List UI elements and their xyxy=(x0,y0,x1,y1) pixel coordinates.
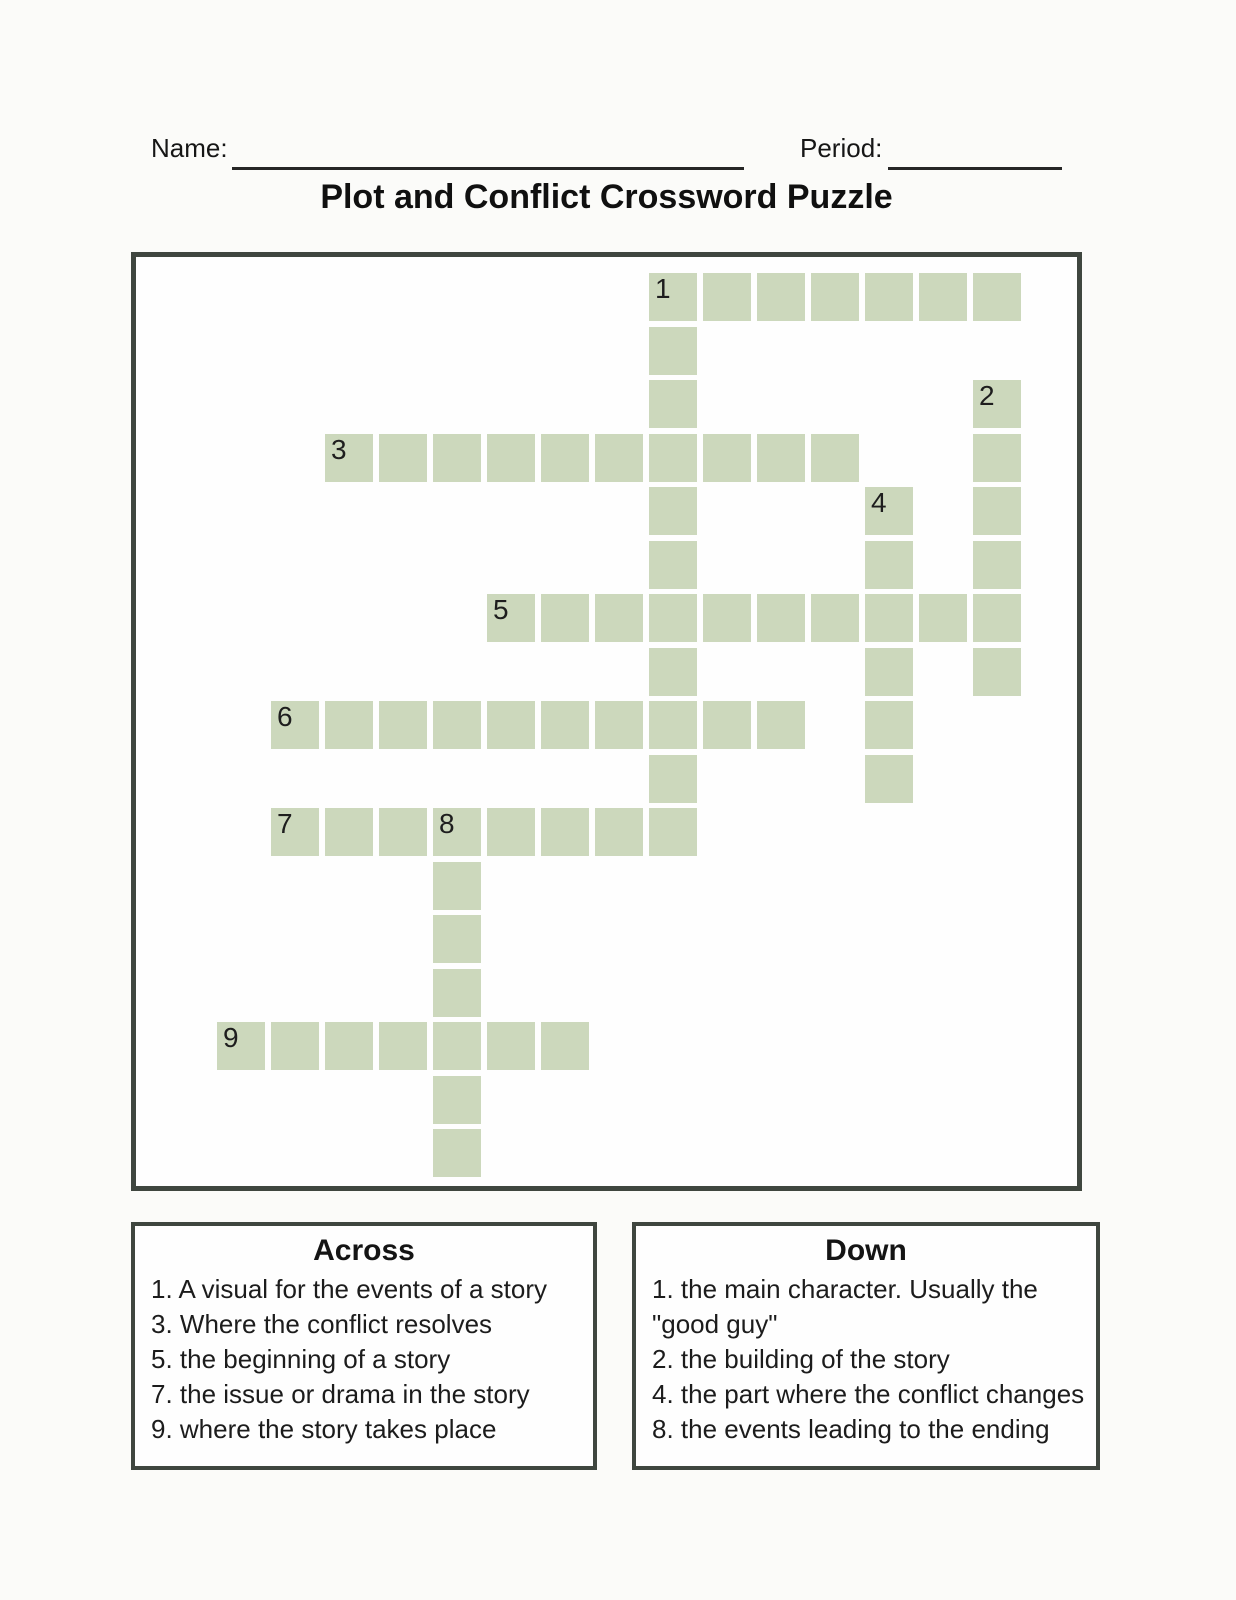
crossword-cell[interactable] xyxy=(541,434,589,482)
crossword-cell[interactable] xyxy=(487,594,535,642)
crossword-cell[interactable] xyxy=(433,1129,481,1177)
crossword-cell[interactable] xyxy=(649,755,697,803)
crossword-cell[interactable] xyxy=(433,1022,481,1070)
crossword-cell[interactable] xyxy=(973,273,1021,321)
crossword-cell[interactable] xyxy=(487,434,535,482)
crossword-cell[interactable] xyxy=(649,648,697,696)
crossword-cell[interactable] xyxy=(757,273,805,321)
crossword-cell[interactable] xyxy=(541,594,589,642)
crossword-cell[interactable] xyxy=(271,808,319,856)
crossword-cell[interactable] xyxy=(649,327,697,375)
crossword-cell[interactable] xyxy=(811,594,859,642)
clue-text-down-2: 2. the building of the story xyxy=(652,1344,950,1374)
across-clue-list xyxy=(135,1270,593,1447)
crossword-cell[interactable] xyxy=(649,434,697,482)
clue-number: 8 xyxy=(439,808,455,839)
down-clues-box xyxy=(632,1222,1100,1470)
crossword-cell[interactable] xyxy=(325,701,373,749)
crossword-cell[interactable] xyxy=(325,1022,373,1070)
crossword-cell[interactable] xyxy=(433,862,481,910)
clue-text-across-3: 3. Where the conflict resolves xyxy=(151,1309,493,1339)
crossword-cell[interactable] xyxy=(973,594,1021,642)
crossword-cell[interactable] xyxy=(973,380,1021,428)
crossword-cell[interactable] xyxy=(703,273,751,321)
crossword-cell[interactable] xyxy=(379,434,427,482)
crossword-cell[interactable] xyxy=(757,701,805,749)
crossword-cell[interactable] xyxy=(865,487,913,535)
clue-text-down-1: 1. the main character. Usually the xyxy=(652,1274,1038,1304)
crossword-cell[interactable] xyxy=(433,701,481,749)
crossword-cell[interactable] xyxy=(433,969,481,1017)
name-blank-line[interactable] xyxy=(232,134,744,170)
crossword-cell[interactable] xyxy=(217,1022,265,1070)
crossword-cell[interactable] xyxy=(379,808,427,856)
crossword-cell[interactable] xyxy=(595,808,643,856)
crossword-cell[interactable] xyxy=(595,594,643,642)
crossword-cell[interactable] xyxy=(487,701,535,749)
name-label: Name: xyxy=(151,133,228,163)
clue-text-down-4: 4. the part where the conflict changes xyxy=(652,1379,1085,1409)
clue-text-across-9: 9. where the story takes place xyxy=(151,1414,497,1444)
crossword-cell[interactable] xyxy=(865,648,913,696)
crossword-cell[interactable] xyxy=(865,273,913,321)
crossword-cell[interactable] xyxy=(649,808,697,856)
crossword-cell[interactable] xyxy=(433,1076,481,1124)
clue-text-across-5: 5. the beginning of a story xyxy=(151,1344,451,1374)
crossword-cell[interactable] xyxy=(865,594,913,642)
clue-number: 4 xyxy=(871,487,887,518)
crossword-cell[interactable] xyxy=(757,594,805,642)
crossword-cell[interactable] xyxy=(595,434,643,482)
clue-text-down-8: 8. the events leading to the ending xyxy=(652,1414,1050,1444)
crossword-cell[interactable] xyxy=(325,434,373,482)
clue-text-across-7: 7. the issue or drama in the story xyxy=(151,1379,530,1409)
clue-number: 5 xyxy=(493,594,509,625)
clue-number: 9 xyxy=(223,1022,239,1053)
period-label: Period: xyxy=(800,133,883,163)
crossword-cell[interactable] xyxy=(433,434,481,482)
crossword-cell[interactable] xyxy=(541,701,589,749)
crossword-cell[interactable] xyxy=(649,487,697,535)
crossword-cell[interactable] xyxy=(595,701,643,749)
crossword-cell[interactable] xyxy=(703,434,751,482)
crossword-cell[interactable] xyxy=(703,594,751,642)
crossword-cell[interactable] xyxy=(865,541,913,589)
crossword-cell[interactable] xyxy=(649,701,697,749)
crossword-cell[interactable] xyxy=(973,487,1021,535)
crossword-cell[interactable] xyxy=(865,755,913,803)
crossword-cell[interactable] xyxy=(487,808,535,856)
crossword-cell[interactable] xyxy=(541,808,589,856)
crossword-cell[interactable] xyxy=(271,701,319,749)
clue-text-down-1b: "good guy" xyxy=(652,1309,778,1339)
clue-number: 1 xyxy=(655,273,671,304)
page-title: Plot and Conflict Crossword Puzzle xyxy=(320,178,893,216)
crossword-cell[interactable] xyxy=(811,434,859,482)
crossword-cell[interactable] xyxy=(973,434,1021,482)
crossword-cell[interactable] xyxy=(649,273,697,321)
crossword-grid xyxy=(131,252,1082,1191)
crossword-cell[interactable] xyxy=(271,1022,319,1070)
crossword-cell[interactable] xyxy=(433,915,481,963)
crossword-cell[interactable] xyxy=(379,1022,427,1070)
across-title: Across xyxy=(313,1234,415,1267)
crossword-cell[interactable] xyxy=(325,808,373,856)
crossword-cell[interactable] xyxy=(487,1022,535,1070)
down-clue-list xyxy=(636,1270,1096,1447)
crossword-cell[interactable] xyxy=(703,701,751,749)
crossword-cell[interactable] xyxy=(865,701,913,749)
period-blank-line[interactable] xyxy=(888,134,1062,170)
page-title-wrap xyxy=(131,178,1082,217)
clue-number: 3 xyxy=(331,433,347,465)
crossword-cell[interactable] xyxy=(757,434,805,482)
crossword-cell[interactable] xyxy=(649,541,697,589)
crossword-cell[interactable] xyxy=(433,808,481,856)
crossword-cell[interactable] xyxy=(973,541,1021,589)
crossword-cell[interactable] xyxy=(919,273,967,321)
crossword-cell[interactable] xyxy=(811,273,859,321)
crossword-grid-inner xyxy=(136,257,1077,1186)
crossword-cell[interactable] xyxy=(649,380,697,428)
clue-text-across-1: 1. A visual for the events of a story xyxy=(151,1274,547,1304)
clue-number: 2 xyxy=(979,380,995,411)
crossword-cell[interactable] xyxy=(919,594,967,642)
crossword-cell[interactable] xyxy=(379,701,427,749)
crossword-cell[interactable] xyxy=(541,1022,589,1070)
down-title: Down xyxy=(825,1234,907,1267)
clue-number: 6 xyxy=(277,701,293,732)
crossword-cell[interactable] xyxy=(649,594,697,642)
clue-number: 7 xyxy=(277,808,293,839)
crossword-cell[interactable] xyxy=(973,648,1021,696)
across-clues-box xyxy=(131,1222,597,1470)
